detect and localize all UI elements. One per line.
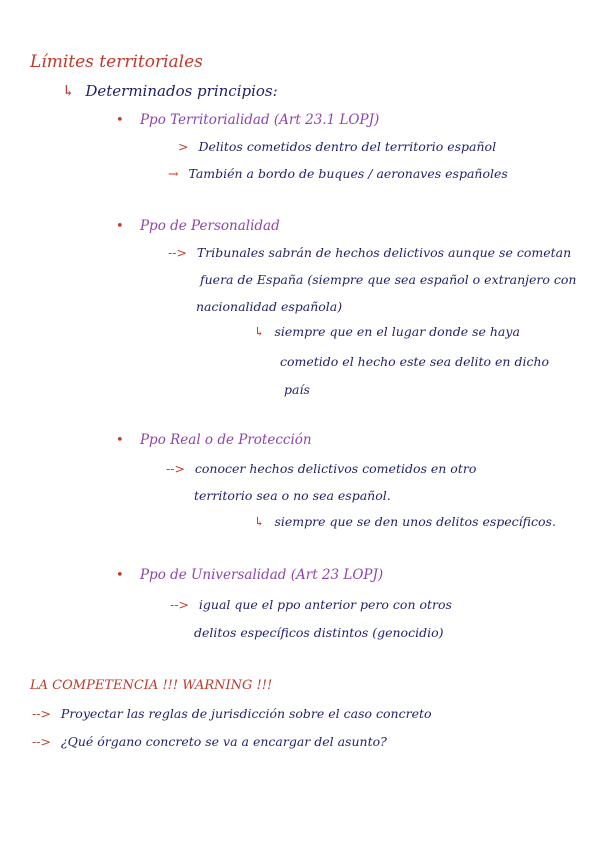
section-line: territorio sea o no sea español. — [194, 488, 391, 503]
arrow-icon: → — [168, 166, 179, 181]
warning-line: --> ¿Qué órgano concreto se va a encargar del asunto? — [32, 734, 387, 749]
section-line: --> Tribunales sabrán de hechos delictivos aunque se cometan — [168, 245, 572, 260]
arrow-icon: --> — [170, 597, 189, 612]
arrow-icon: > — [178, 139, 189, 154]
arrow-icon: --> — [166, 461, 185, 476]
section-heading-personalidad: • Ppo de Personalidad — [116, 218, 280, 234]
section-line: > Delitos cometidos dentro del territorio español — [178, 139, 497, 154]
sub-line: ↳ siempre que se den unos delitos específicos. — [254, 514, 556, 529]
warning-line: --> Proyectar las reglas de jurisdicción sobre el caso concreto — [32, 706, 432, 721]
page-title: Límites territoriales — [30, 52, 203, 72]
section-line: → También a bordo de buques / aeronaves españoles — [168, 166, 508, 181]
section-line: fuera de España (siempre que sea español o extranjero con — [200, 272, 577, 287]
section-line: nacionalidad española) — [196, 299, 343, 314]
sub-line: cometido el hecho este sea delito en dicho — [280, 354, 550, 369]
subtitle: ↳ Determinados principios: — [62, 82, 278, 100]
section-line: --> conocer hechos delictivos cometidos en otro — [166, 461, 477, 476]
section-heading-universalidad: • Ppo de Universalidad (Art 23 LOPJ) — [116, 567, 384, 583]
bullet-icon: • — [116, 219, 124, 234]
bullet-icon: • — [116, 113, 124, 128]
section-line: delitos específicos distintos (genocidio) — [194, 625, 444, 640]
section-heading-real-proteccion: • Ppo Real o de Protección — [116, 432, 312, 448]
hook-arrow-icon: ↳ — [62, 82, 75, 100]
bullet-icon: • — [116, 433, 124, 448]
arrow-icon: --> — [168, 245, 187, 260]
sub-line: ↳ siempre que en el lugar donde se haya — [254, 324, 520, 339]
warning-heading: LA COMPETENCIA !!! WARNING !!! — [30, 678, 273, 693]
bullet-icon: • — [116, 568, 124, 583]
section-heading-territorialidad: • Ppo Territorialidad (Art 23.1 LOPJ) — [116, 112, 380, 128]
section-line: --> igual que el ppo anterior pero con otros — [170, 597, 452, 612]
arrow-icon: --> — [32, 706, 51, 721]
sub-line: país — [284, 382, 310, 397]
hook-arrow-icon: ↳ — [254, 514, 265, 529]
hook-arrow-icon: ↳ — [254, 324, 265, 339]
arrow-icon: --> — [32, 734, 51, 749]
